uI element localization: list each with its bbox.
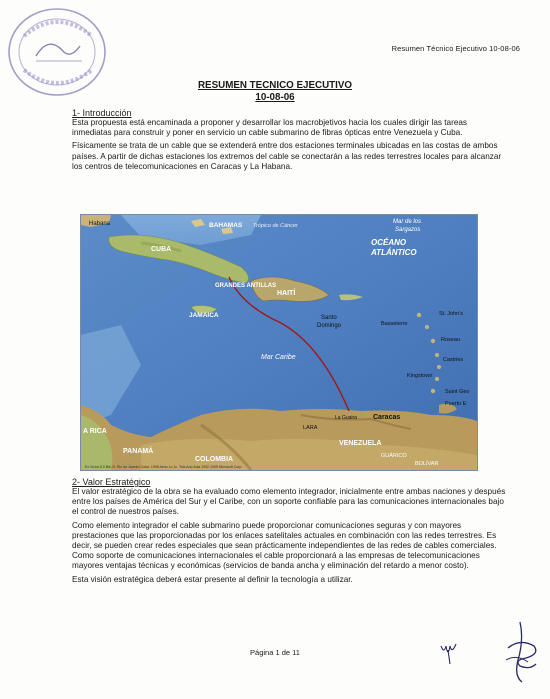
map-label-santo-1: Santo: [321, 315, 337, 321]
map-label-costa-rica: A RICA: [83, 428, 107, 435]
map-label-lara: LARA: [303, 425, 318, 431]
map-label-caracas: Caracas: [373, 414, 401, 421]
valor-paragraph-3: Como soporte de comunicaciones internacionales el cable proporcionará a las empresas de telecomunicaciones mayores ventajas técnicas y económicas (servicios de banda ancha y eliminación del retardo a menor costo).: [72, 551, 480, 571]
handwritten-signature: [500, 620, 544, 686]
caribbean-map: [80, 214, 478, 471]
header-document-ref: Resumen Técnico Ejecutivo 10-08-06: [391, 44, 520, 53]
section-introduccion: [72, 108, 506, 175]
map-label-st-johns: St. John's: [439, 311, 463, 317]
map-label-bolivar: BOLÍVAR: [415, 461, 439, 467]
map-label-oceano-2: ATLÁNTICO: [371, 248, 417, 257]
valor-paragraph-2: Como elemento integrador el cable submarino puede proporcionar comunicaciones seguras y con mayores prestaciones que las proporcionadas por los enlaces satelitales actuales en combinación con las redes terrestres. Es decir, se pueden crear redes especiales que sean prácticamente independientes de las redes de cables comerciales.: [72, 520, 497, 551]
map-label-la-guaira: La Guaira: [335, 415, 357, 421]
map-label-jamaica: JAMAICA: [189, 312, 219, 319]
valor-paragraph-1: El valor estratégico de la obra se ha evaluado como elemento integrador, inicialmente entre ambas naciones y después entre los países de América del Sur y el Caribe, con un soporte confiable para las comunicaciones internacionales bajo el control de nuestros países.: [72, 487, 506, 517]
map-label-panama: PANAMÁ: [123, 448, 154, 455]
map-label-basseterre: Basseterre: [381, 321, 408, 327]
section-heading-1: 1- Introducción: [72, 108, 132, 118]
page-number: Página 1 de 11: [250, 648, 300, 657]
map-label-kingstown: Kingstown: [407, 373, 433, 379]
document-title: [0, 80, 550, 104]
map-caption: Ex Victor 5.0 Bis. D. Rio de Janeiro Cuba. 1998 Aerio Lo 1c. Tela Ano Acta 1992 1999 Microsoft Corp: [85, 465, 242, 469]
map-label-santo-2: Domingo: [317, 323, 342, 329]
map-label-tropico: Trópico de Cáncer: [253, 223, 298, 229]
map-label-mar-caribe: Mar Caribe: [261, 354, 296, 361]
map-label-castries: Castries: [443, 357, 464, 363]
intro-paragraph-1: Esta propuesta está encaminada a proponer y desarrollar los macrobjetivos hacia los cuales dirigir las tareas inmediatas para construir y poner en servicio un cable submarino de fibras ópticas entre Venezuela y Cuba.: [72, 118, 468, 138]
map-label-guarico: GUÁRICO: [381, 453, 407, 459]
section-heading-2: 2- Valor Estratégico: [72, 477, 151, 487]
title-line-2: 10-08-06: [255, 92, 295, 103]
map-label-colombia: COLOMBIA: [195, 456, 234, 463]
intro-paragraph-2: Físicamente se trata de un cable que se extenderá entre dos estaciones terminales ubicadas en las costas de ambos países. A partir de dichas estaciones los extremos del cable se conectarán a las redes terrestres locales para alcanzar los centros de telecomunicaciones en Caracas y La Habana.: [72, 141, 502, 171]
map-label-puerto-esp: Puerto E: [445, 401, 467, 407]
section-valor-estrategico: [72, 477, 506, 588]
map-label-mar-sargazos-2: Sargazos: [395, 227, 421, 233]
map-label-cuba: CUBA: [151, 246, 172, 253]
map-label-venezuela: VENEZUELA: [339, 440, 382, 447]
map-label-haiti: HAITÍ: [277, 290, 296, 297]
title-line-1: RESUMEN TECNICO EJECUTIVO: [197, 80, 353, 91]
map-label-oceano-1: OCÉANO: [371, 238, 407, 247]
map-label-mar-sargazos-1: Mar de los: [393, 219, 422, 225]
map-label-roseau: Roseau: [441, 337, 460, 343]
valor-paragraph-4: Esta visión estratégica deberá estar presente al definir la tecnología a utilizar.: [72, 574, 353, 584]
map-label-habana: Habana: [89, 221, 111, 227]
map-label-saint-geo: Saint Geo: [445, 389, 470, 395]
initials-signature: [438, 640, 464, 666]
map-label-grandes-antillas: GRANDES ANTILLAS: [215, 283, 277, 289]
map-label-bahamas: BAHAMAS: [209, 222, 243, 229]
